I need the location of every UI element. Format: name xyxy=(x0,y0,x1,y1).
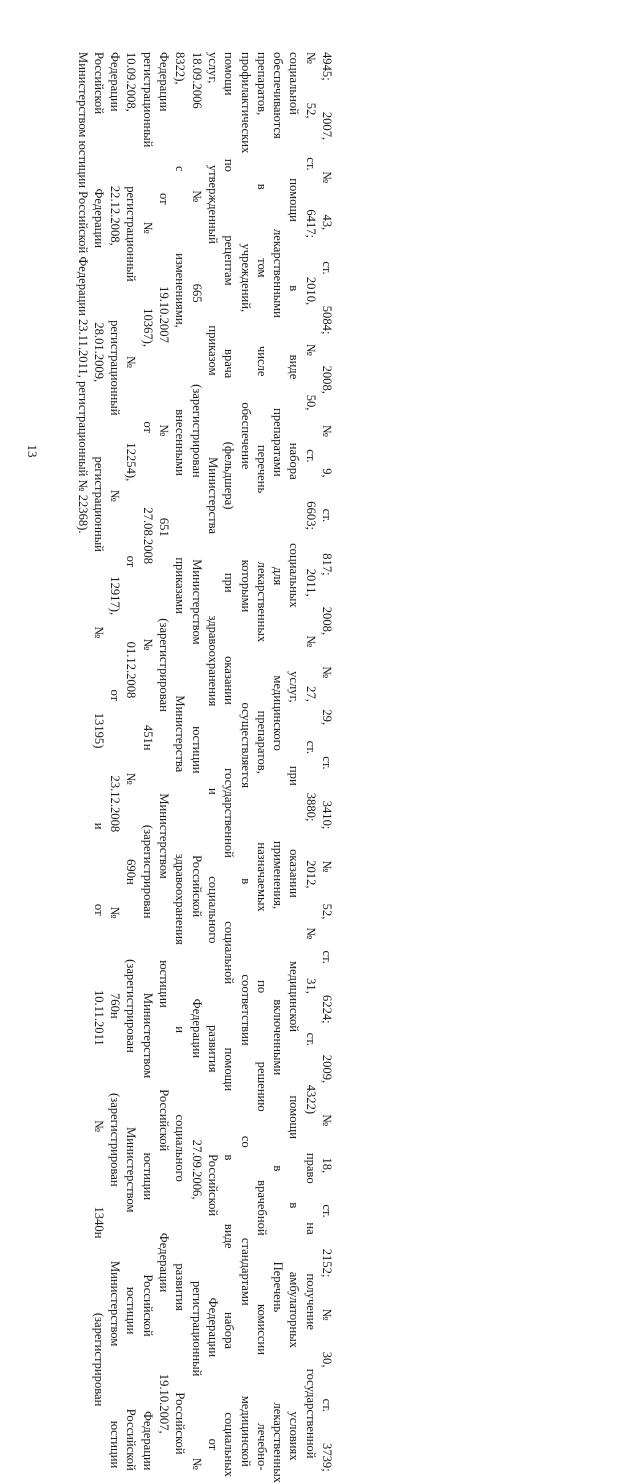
text-line: социальной помощи в виде набора социальных услуг, при оказании медицинской помощи в амбулаторных условиях xyxy=(287,52,302,1461)
text-line: профилактических учреждений, обеспечение которыми осуществляется в соответствии со стандартами медицинской xyxy=(238,52,253,1467)
body-text xyxy=(65,52,335,1483)
text-line: Российской Федерации 28.01.2009, регистрационный № 13195) и от 10.11.2011 № 1340н (зарегистрирован xyxy=(91,52,106,1407)
text-line: препаратов, в том числе перечень лекарственных препаратов, назначаемых по решению врачебной комиссии лечебно- xyxy=(254,52,269,1471)
text-line: 18.09.2006 № 665 (зарегистрирован Министерством юстиции Российской Федерации 27.09.2006, регистрационный № xyxy=(189,52,204,1470)
text-line: № 52, ст. 6417; 2010, № 50, ст. 6603; 2011, № 27, ст. 3880; 2012, № 31, ст. 4322) право на получение государственной xyxy=(303,52,318,1459)
text-line: 10.09.2008, регистрационный № 12254), от 01.12.2008 № 690н (зарегистрирован Министерством юстиции Российской xyxy=(124,52,139,1471)
text-line: Федерации от 19.10.2007 № 651 (зарегистрирован Министерством юстиции Российской Федерации 19.10.2007, xyxy=(157,52,172,1434)
text-line: услуг, утвержденный приказом Министерства здравоохранения и социального развития Российской Федерации от xyxy=(205,52,220,1451)
page-number: 13 xyxy=(25,444,40,458)
text-line: помощи по рецептам врача (фельдшера) при оказании государственной социальной помощи в виде набора социальных xyxy=(222,52,237,1477)
text-line: обеспечиваются лекарственными препаратами для медицинского применения, включенными в Перечень лекарственных xyxy=(271,52,286,1483)
text-line: регистрационный № 10367), от 27.08.2008 № 451н (зарегистрирован Министерством юстиции Российской Федерации xyxy=(140,52,155,1471)
text-line: 4945; 2007, № 43, ст. 5084; 2008, № 9, ст. 817; 2008, № 29, ст. 3410; № 52, ст. 6224; 2009, № 18, ст. 2152; № 30, ст. 3739; xyxy=(320,52,334,1472)
text-line: 8322), с изменениями, внесенными приказами Министерства здравоохранения и социального развития Российской xyxy=(173,52,188,1455)
text-line: Министерством юстиции Российской Федерации 23.11.2011, регистрационный № 22368). xyxy=(75,52,90,534)
text-line: Федерации 22.12.2008, регистрационный № 12917), от 23.12.2008 № 760н (зарегистрирован Министерством юстиции xyxy=(108,52,123,1469)
